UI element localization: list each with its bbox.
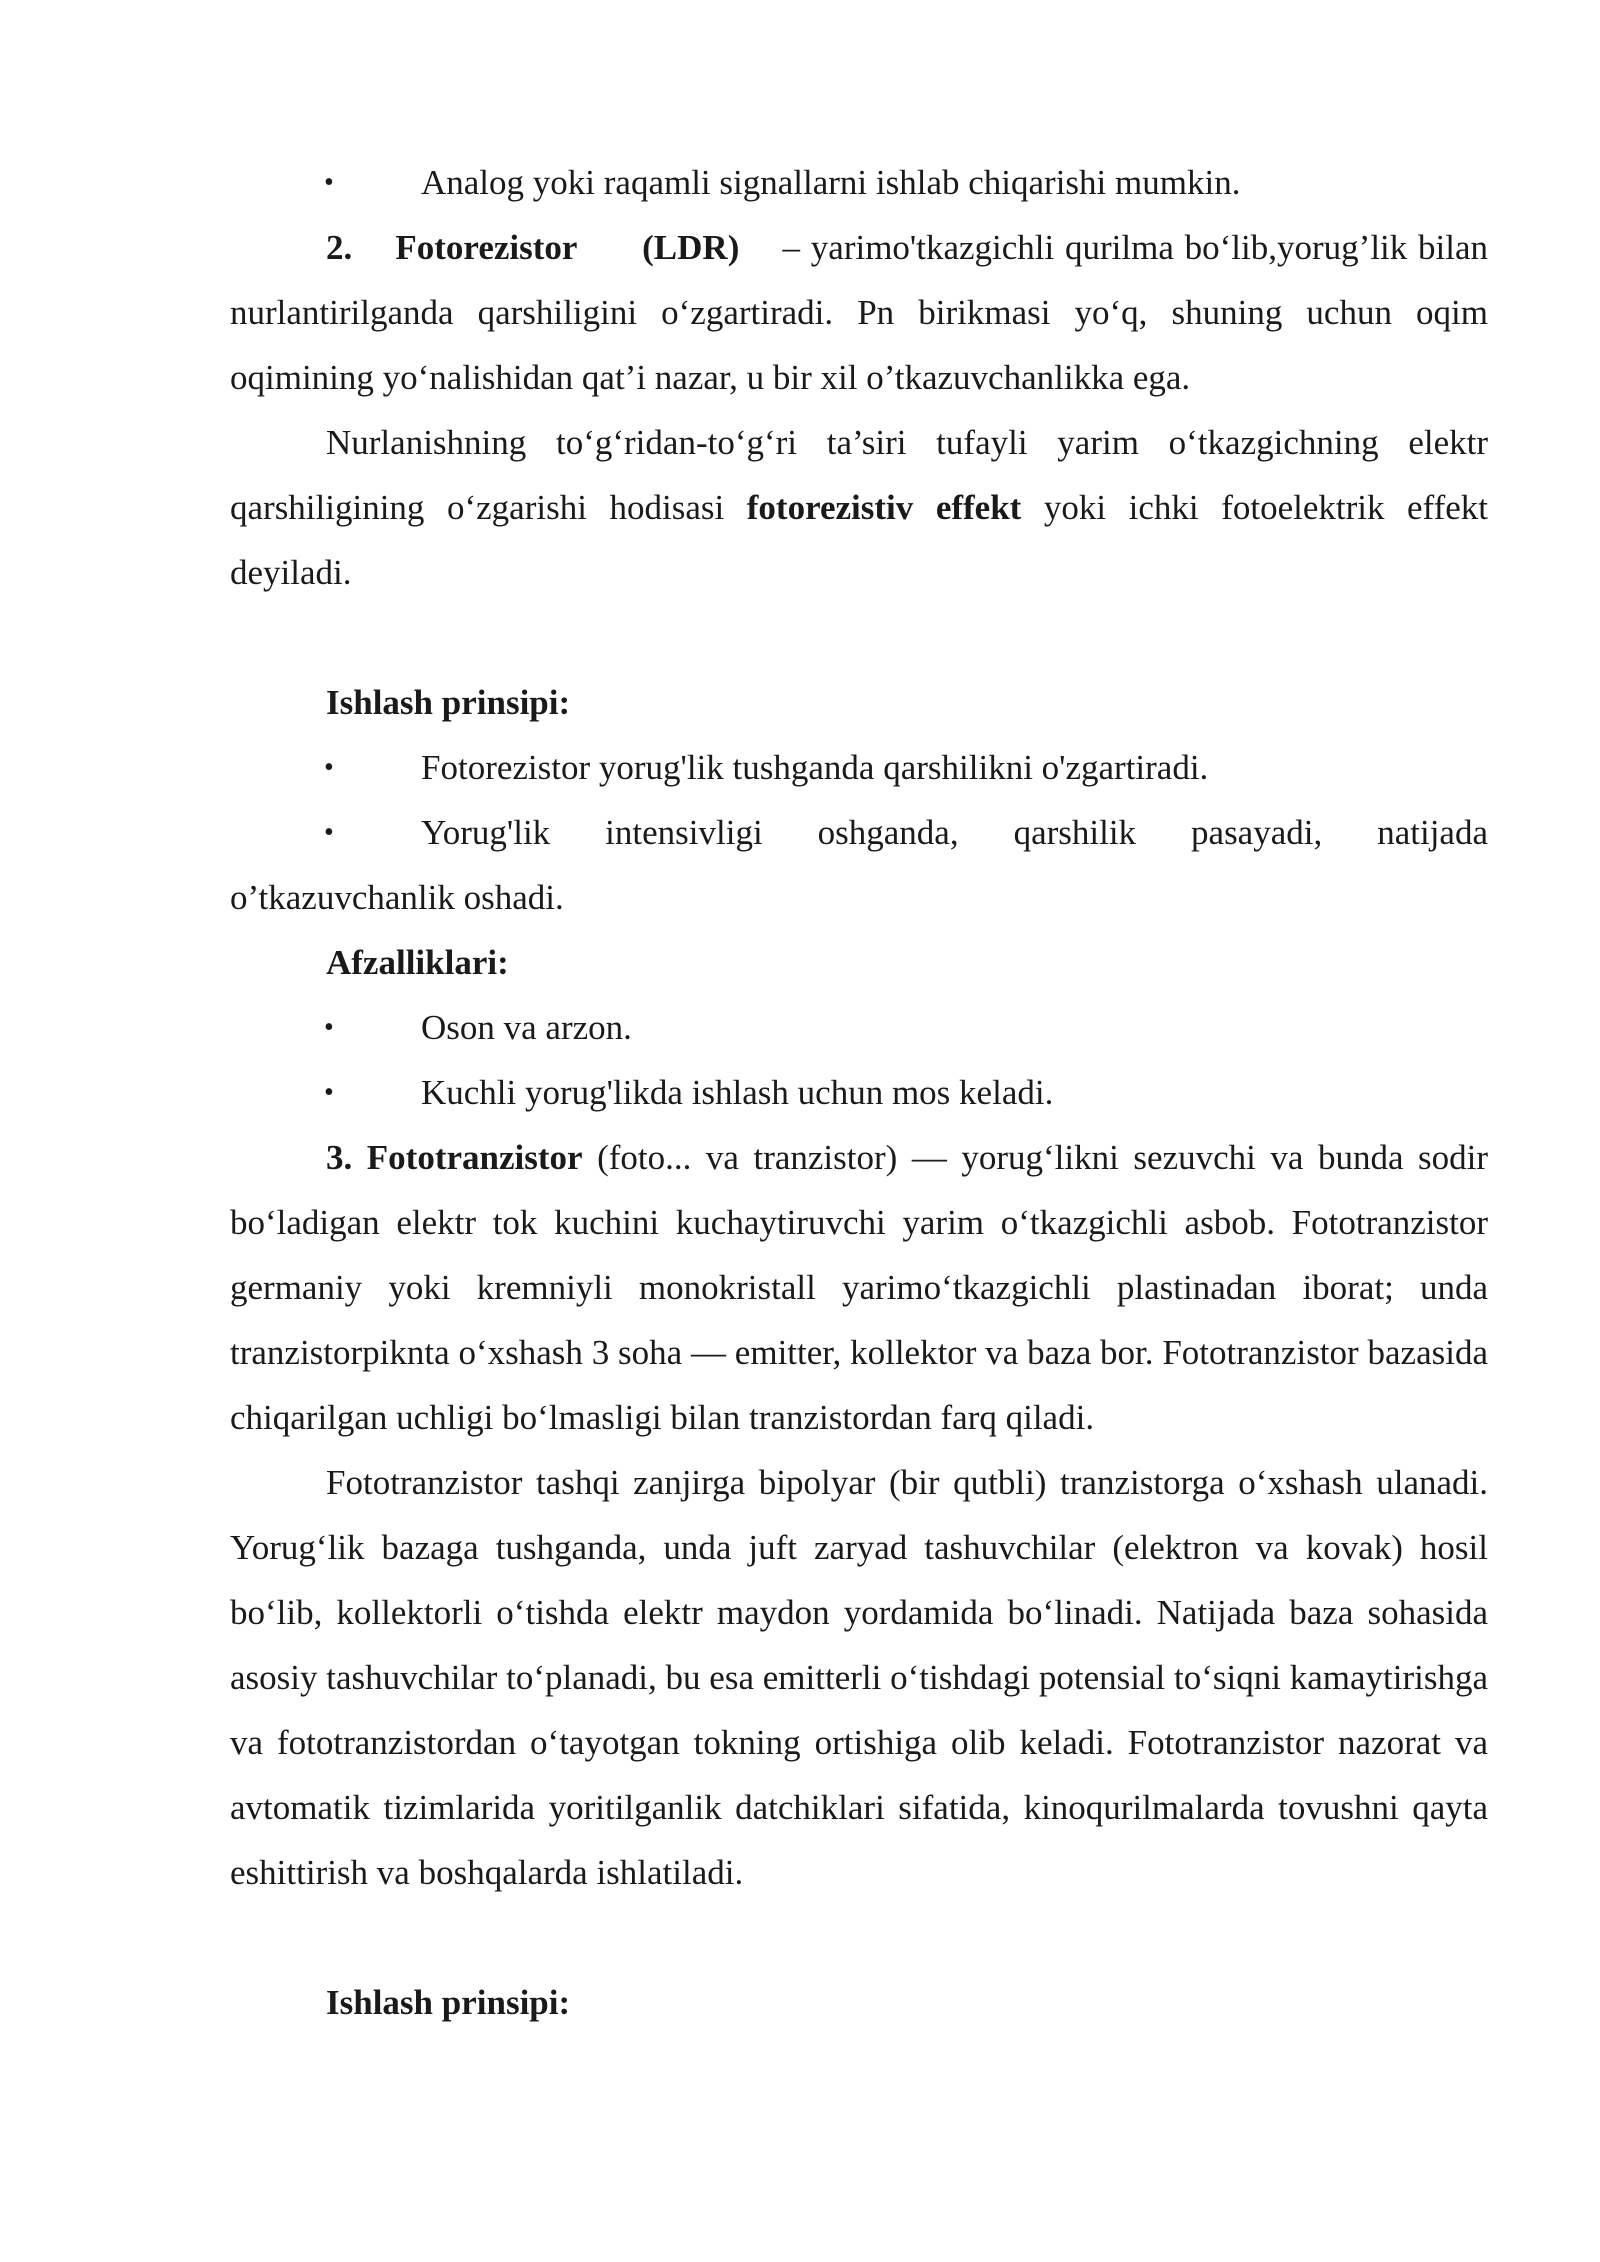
- list-item-text: Oson va arzon.: [421, 1008, 632, 1047]
- section-2-text: – yarimo'tkazgichli qurilma bo‘lib,yorug’lik bilan nurlantirilganda qarshiligini o‘zgartiradi. Pn birikmasi yo‘q, shuning uchun oqim oqimining yo‘nalishidan qat’i nazar, u bir xil o’tkazuvchanlikka ega.: [230, 228, 1489, 397]
- bullet-icon: •: [324, 167, 334, 198]
- bullet-icon: •: [324, 752, 334, 783]
- section-2-paragraph: [230, 215, 1488, 410]
- list-item-text: Fotorezistor yorug'lik tushganda qarshilikni o'zgartiradi.: [421, 748, 1209, 787]
- list-item: [230, 735, 1488, 800]
- section-3-number: 3.: [326, 1138, 353, 1177]
- bullet-icon: •: [324, 817, 334, 848]
- document-page: [230, 150, 1488, 2035]
- section-3-principle-heading: Ishlash prinsipi:: [326, 1983, 571, 2022]
- list-item: [230, 150, 1488, 215]
- section-3-text: (foto... va tranzistor) — yorug‘likni sezuvchi va bunda sodir bo‘ladigan elektr tok kuchini kuchaytiruvchi yarim o‘tkazgichli asbob. Fototranzistor germaniy yoki kremniyli monokristall yarimo‘tkazgichli plastinadan iborat; unda tranzistorpiknta o‘xshash 3 soha — emitter, kollektor va baza bor. Fototranzistor bazasida chiqarilgan uchligi bo‘lmasligi bilan tranzistordan farq qiladi.: [230, 1138, 1489, 1437]
- section-3-paragraph-2: Fototranzistor tashqi zanjirga bipolyar (bir qutbli) tranzistorga o‘xshash ulanadi. Yorug‘lik bazaga tushganda, unda juft zaryad tashuvchilar (elektron va kovak) hosil bo‘lib, kollektorli o‘tishda elektr maydon yordamida bo‘linadi. Natijada baza sohasida asosiy tashuvchilar to‘planadi, bu esa emitterli o‘tishdagi potensial to‘siqni kamaytirishga va fototranzistordan o‘tayotgan tokning ortishiga olib keladi. Fototranzistor nazorat va avtomatik tizimlarida yoritilganlik datchiklari sifatida, kinoqurilmalarda tovushni qayta eshittirish va boshqalarda ishlatiladi.: [230, 1463, 1488, 1892]
- section-3-title: Fototranzistor: [366, 1138, 583, 1177]
- section-2-title: Fotorezistor: [395, 228, 578, 267]
- spacer: [230, 1905, 1488, 1970]
- bullet-icon: •: [324, 1077, 334, 1108]
- term-fotorezistiv-effekt: fotorezistiv effekt: [746, 488, 1022, 527]
- section-2-abbr: (LDR): [642, 228, 740, 267]
- section-3-paragraph: [230, 1125, 1488, 1450]
- para2-text-before: Nurlanishning to‘g‘ridan-to‘g‘ri ta’siri tufayli yarim o‘tkazgichning elektr qarshiligining o‘zgarishi hodisasi: [230, 423, 1488, 527]
- section-2-advantages-heading: Afzalliklari:: [326, 943, 509, 982]
- section-2-principle-heading: Ishlash prinsipi:: [326, 683, 571, 722]
- spacer: [230, 605, 1488, 670]
- list-item-text: Analog yoki raqamli signallarni ishlab chiqarishi mumkin.: [421, 163, 1241, 202]
- para2-text-after: yoki ichki fotoelektrik effekt deyiladi.: [230, 488, 1488, 592]
- list-item-text: Yorug'lik intensivligi oshganda, qarshilik pasayadi, natijada o’tkazuvchanlik oshadi.: [230, 813, 1488, 917]
- bullet-icon: •: [324, 1012, 334, 1043]
- list-item: [230, 1060, 1488, 1125]
- list-item-text: Kuchli yorug'likda ishlash uchun mos keladi.: [421, 1073, 1054, 1112]
- section-2-paragraph-2: [230, 410, 1488, 605]
- list-item: [230, 800, 1488, 930]
- section-2-number: 2.: [326, 228, 353, 267]
- list-item: [230, 995, 1488, 1060]
